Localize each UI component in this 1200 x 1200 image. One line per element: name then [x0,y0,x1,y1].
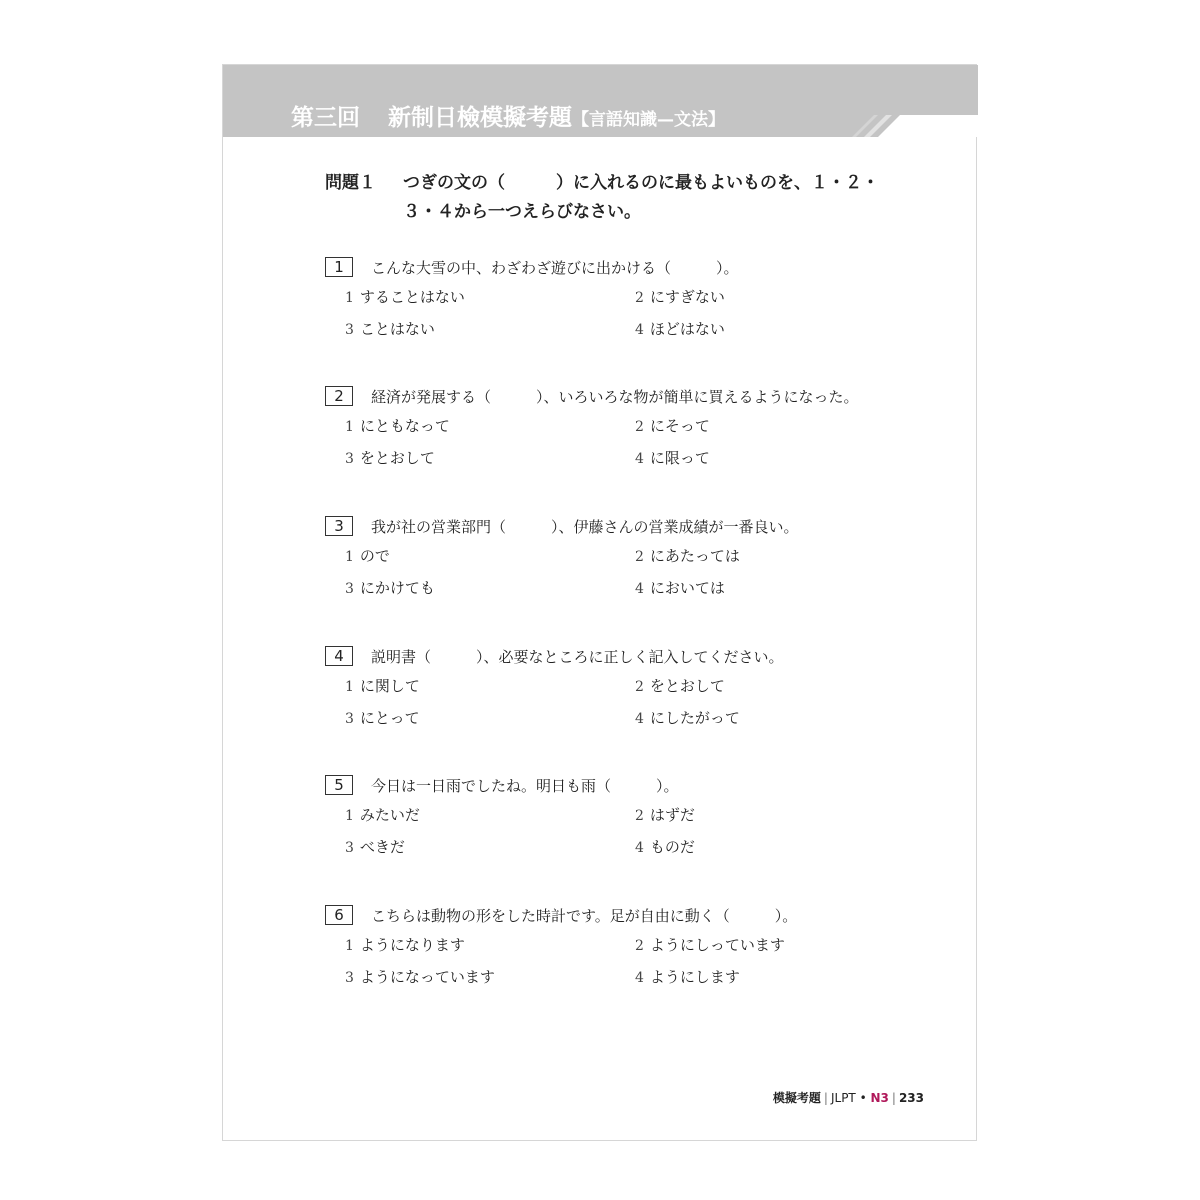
options-list [325,538,945,610]
option-4[interactable]: 4 ほどはない [635,320,725,338]
option-2[interactable]: 2 にそって [635,417,710,435]
question-text: 我が社の営業部門（ ）、伊藤さんの営業成績が一番良い。 [371,517,799,536]
option-3[interactable]: 3 にとって [345,709,420,727]
options-list [325,279,945,351]
option-1[interactable]: 1 ので [345,547,390,565]
options-list [325,408,945,480]
question-text: こちらは動物の形をした時計です。足が自由に動く（ ）。 [371,906,798,925]
footer-divider: | [823,1091,828,1105]
option-3[interactable]: 3 べきだ [345,838,405,856]
header-band [223,65,978,137]
question-number-box: 4 [325,646,353,666]
footer-level: N3 [870,1091,889,1105]
question-number-box: 3 [325,516,353,536]
options-list [325,668,945,740]
option-3[interactable]: 3 ことはない [345,320,435,338]
page-footer [773,1089,924,1106]
title-subject: 新制日檢模擬考題 [388,105,572,131]
footer-section: 模擬考題 [772,1091,821,1105]
question-number-box: 5 [325,775,353,795]
option-2[interactable]: 2 ようにしっています [635,936,785,954]
instruction-line-1: つぎの文の（ ）に入れるのに最もよいものを、１・２・ [403,173,879,193]
option-4[interactable]: 4 ものだ [635,838,695,856]
option-4[interactable]: 4 ようにします [635,968,740,986]
option-1[interactable]: 1 みたいだ [345,806,420,824]
question-text: 今日は一日雨でしたね。明日も雨（ ）。 [371,776,679,795]
option-2[interactable]: 2 をとおして [635,677,725,695]
option-4[interactable]: 4 においては [635,579,725,597]
question-text: 経済が発展する（ ）、いろいろな物が簡単に買えるようになった。 [371,387,859,406]
header-notch-decoration [838,115,978,137]
option-2[interactable]: 2 にあたっては [635,547,740,565]
question-3 [325,514,945,610]
instruction-line-2: ３・４から一つえらびなさい。 [403,202,641,222]
option-1[interactable]: 1 することはない [345,288,465,306]
question-5 [325,773,945,869]
question-4 [325,644,945,740]
option-3[interactable]: 3 にかけても [345,579,435,597]
question-1 [325,255,945,351]
footer-divider: | [891,1091,896,1105]
question-6 [325,903,945,999]
option-2[interactable]: 2 はずだ [635,806,695,824]
page-number: 233 [898,1091,924,1105]
option-1[interactable]: 1 にともなって [345,417,450,435]
options-list [325,927,945,999]
book-page [222,64,977,1141]
instruction-label: 問題１ [325,173,376,193]
option-2[interactable]: 2 にすぎない [635,288,725,306]
option-4[interactable]: 4 にしたがって [635,709,740,727]
question-number-box: 1 [325,257,353,277]
question-text: こんな大雪の中、わざわざ遊びに出かける（ ）。 [371,258,739,277]
option-4[interactable]: 4 に限って [635,449,710,467]
instruction-block [325,169,935,227]
options-list [325,797,945,869]
question-2 [325,384,945,480]
title-round: 第三回 [291,105,360,131]
option-1[interactable]: 1 に関して [345,677,420,695]
footer-exam: JLPT [830,1091,856,1105]
page-title [291,99,725,132]
option-1[interactable]: 1 ようになります [345,936,465,954]
footer-dot: • [855,1091,871,1105]
option-3[interactable]: 3 ようになっています [345,968,495,986]
title-section: 【言語知識—文法】 [572,110,725,130]
question-number-box: 2 [325,386,353,406]
question-number-box: 6 [325,905,353,925]
option-3[interactable]: 3 をとおして [345,449,435,467]
question-text: 説明書（ ）、必要なところに正しく記入してください。 [371,647,784,666]
